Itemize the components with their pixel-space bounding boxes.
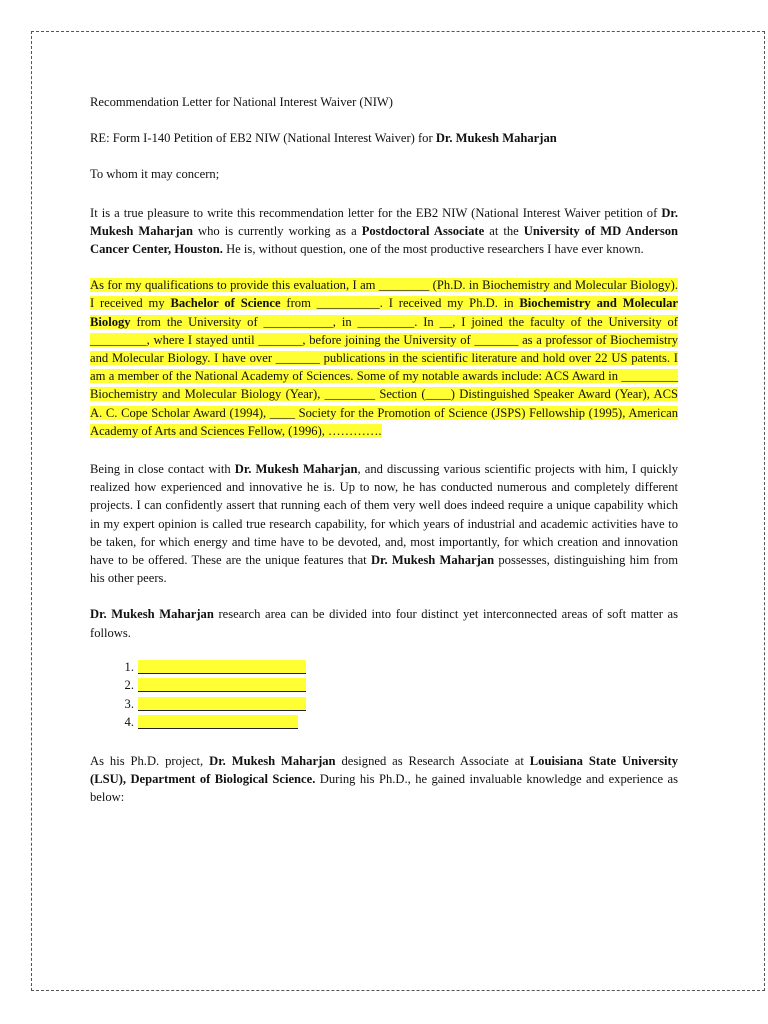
bold-text-run: Dr. Mukesh Maharjan — [370, 553, 495, 568]
text-run: from __________. I received my Ph.D. in — [280, 296, 520, 311]
bold-text-run: Bachelor of Science — [170, 296, 281, 311]
text-run: Being in close contact with — [90, 462, 235, 477]
list-item — [90, 676, 678, 694]
bold-text-run: Dr. Mukesh Maharjan — [234, 462, 358, 477]
bold-text-run: Louisiana State University (LSU), Department of Biological Science. — [90, 753, 679, 786]
fill-in-blank — [138, 678, 306, 692]
text-run: at the — [484, 223, 524, 238]
text-run: from the University of ___________, in _________. In __, I joined the faculty of the University of _________, where I stayed until _______, before joining the University of _______ as a professor of Biochemistry and Molecular Biology. I have over _______ publications in the scientific literature and hold over 22 US patents. I am a member of the National Academy of Sciences. Some of my notable awards include: ACS Award in _________ Biochemistry and Molecular Biology (Year), ________ Section (____) Distinguished Speaker Award (Year), ACS A. C. Cope Scholar Award (1994), ____ Society for the Promotion of Science (JSPS) Fellowship (1995), American Academy of Arts and Sciences Fellow, (1996), …………. — [90, 314, 678, 438]
bold-text-run: Dr. Mukesh Maharjan — [435, 131, 557, 146]
bold-text-run: Dr. Mukesh Maharjan — [90, 205, 678, 238]
list-number: 4. — [124, 715, 134, 730]
bold-text-run: University of MD Anderson Cancer Center, Houston. — [90, 223, 679, 257]
fill-in-blank — [138, 660, 306, 674]
letter-title: Recommendation Letter for National Interest Waiver (NIW) — [90, 95, 393, 109]
phd-project-paragraph — [90, 752, 678, 807]
text-run: possesses, distinguishing him from his other peers. — [90, 553, 678, 586]
text-run: As his Ph.D. project, — [90, 753, 210, 768]
research-area-list — [90, 658, 678, 732]
fill-in-blank — [138, 697, 306, 711]
list-number: 2. — [124, 678, 134, 693]
text-run: It is a true pleasure to write this recommendation letter for the EB2 NIW (National Interest Waiver petition of — [90, 205, 662, 220]
text-run: designed as Research Associate at — [335, 753, 530, 768]
list-item — [90, 658, 678, 676]
intro-paragraph — [90, 204, 678, 259]
text-run: As for my qualifications to provide this evaluation, I am ________ (Ph.D. in Biochemistry and Molecular Biology). I received my — [90, 278, 678, 311]
research-area-paragraph — [90, 605, 678, 641]
salutation: To whom it may concern; — [90, 167, 220, 182]
list-item — [90, 713, 678, 731]
assessment-paragraph — [90, 460, 678, 587]
text-run: , and discussing various scientific projects with him, I quickly realized how experienced and innovative he is. Up to now, he has conducted numerous and completely different projects. I can confidently assert that running each of them very well does indeed require a unique capability which in my expert opinion is called true research capability, for which years of industrial and academic activities have to be taken, for which energy and time have to be devoted, and, most importantly, for which creation and innovation have to be offered. These are the unique features that — [90, 462, 679, 568]
letter-body — [90, 93, 678, 806]
bold-text-run: Biochemistry and Molecular Biology — [90, 296, 678, 329]
list-item — [90, 695, 678, 713]
list-number: 1. — [124, 659, 134, 674]
bold-text-run: Dr. Mukesh Maharjan — [209, 753, 336, 768]
qualifications-paragraph — [90, 276, 678, 440]
text-run: who is currently working as a — [192, 223, 362, 238]
text-run: He is, without question, one of the most productive researchers I have ever known. — [222, 242, 644, 257]
re-line — [90, 129, 678, 147]
text-run: During his Ph.D., he gained invaluable knowledge and experience as below: — [90, 771, 678, 804]
bold-text-run: Dr. Mukesh Maharjan — [90, 607, 214, 622]
bold-text-run: Postdoctoral Associate — [361, 223, 485, 238]
list-number: 3. — [124, 696, 134, 711]
fill-in-blank — [138, 715, 298, 729]
text-run: research area can be divided into four distinct yet interconnected areas of soft matter as follows. — [90, 607, 678, 640]
text-run: RE: Form I-140 Petition of EB2 NIW (National Interest Waiver) for — [90, 131, 436, 146]
